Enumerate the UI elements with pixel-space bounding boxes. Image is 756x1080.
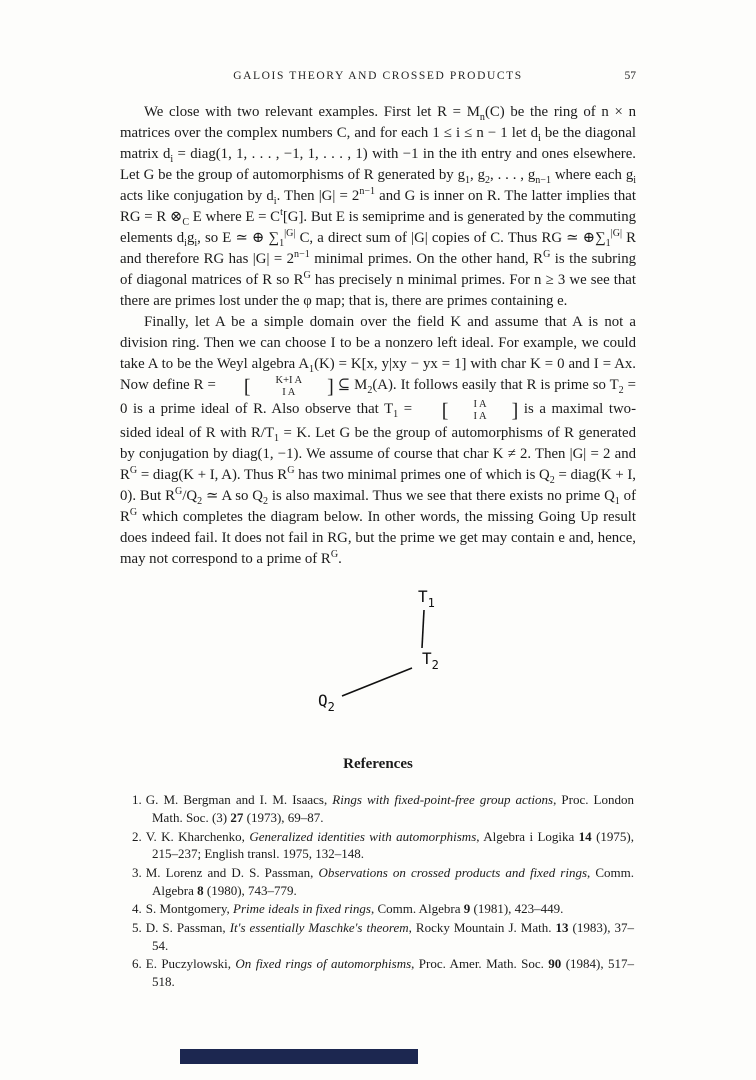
diagram-node-t2: $T_2$ [422, 649, 439, 673]
reference-number: 4. [132, 901, 142, 917]
reference-item: 1. G. M. Bergman and I. M. Isaacs, Rings with fixed-point-free group actions, Proc. London Math. Soc. (3) 27 (1973), 69–87. [132, 792, 634, 825]
paragraph: We close with two relevant examples. First let $R = M_n(C)$ be the ring of n × n matrices over the complex numbers C, and for each 1 ≤ i ≤ n − 1 let $d_i$ be the diagonal matrix $d_i$ = diag(1, 1, . . . , −1, 1, . . . , 1) with −1 in the ith entry and ones elsewhere. Let G be the group of automorphisms of R generated by $g_1$, $g_2$, . . . , $g_{n-1}$ where each $g_i$ acts like conjugation by $d_i$. Then $|G| = 2^{n-1}$ and G is inner on R. The latter implies that RG = R $\otimes_C$ E where $E = C^t[G]$. But E is semiprime and is generated by the commuting elements $d_ig_i$, so E ≃ ⊕ $\sum_1^{|G|}$ C, a direct sum of |G| copies of C. Thus RG ≃ $\oplus\sum_1^{|G|}$ R and therefore RG has $|G| = 2^{n-1}$ minimal primes. On the other hand, $R^G$ is the subring of diagonal matrices of R so $R^G$ has precisely n minimal primes. For n ≥ 3 we see that there are primes lost under the φ map; that is, there are primes containing e. [120, 104, 637, 309]
diagram [300, 586, 500, 726]
reference-number: 1. [132, 792, 142, 808]
reference-number: 6. [132, 956, 142, 972]
reference-item: 2. V. K. Kharchenko, Generalized identities with automorphisms, Algebra i Logika 14 (1975), 215–237; English transl. 1975, 132–148. [132, 828, 634, 862]
reference-item: 6. E. Puczylowski, On fixed rings of automorphisms, Proc. Amer. Math. Soc. 90 (1984), 517–518. [132, 956, 634, 989]
page-number: 57 [624, 70, 636, 82]
diagram-node-t1: $T_1$ [418, 587, 435, 611]
reference-number: 2. [132, 828, 142, 844]
references-list [132, 791, 634, 990]
diagram-edge-t2-q2 [342, 668, 412, 696]
references-heading: References [343, 756, 413, 773]
paragraph: Finally, let A be a simple domain over the field K and assume that A is not a division ring. Then we can choose I to be a nonzero left ideal. For example, we could take A to be the Weyl algebra $A_1(K) = K[x$, y|xy − yx = 1] with char K = 0 and I = Ax. Now define R = [ K+I A I A ] ⊆ $M_2(A)$. It follows easily that R is prime so $T_2 = 0$ is a prime ideal of R. Also observe that $T_1$ = [ I A I A ] is a maximal two-sided ideal of R with $R/T_1 = K$. Let G be the group of automorphisms of R generated by conjugation by diag(1, −1). We assume of course that char K ≠ 2. Then |G| = 2 and $R^G$ = diag(K + I, A). Thus $R^G$ has two minimal primes one of which is $Q_2$ = diag(K + I, 0). But $R^G/Q_2$ ≃ A so $Q_2$ is also maximal. Thus we see that there exists no prime $Q_1$ of $R^G$ which completes the diagram below. In other words, the missing Going Up result does indeed fail. It does not fail in RG, but the prime we get may contain e and, hence, may not correspond to a prime of $R^G$. [120, 314, 637, 568]
reference-item: 4. S. Montgomery, Prime ideals in fixed rings, Comm. Algebra 9 (1981), 423–449. [132, 901, 564, 917]
body-paragraphs [120, 102, 636, 570]
diagram-node-q2: $Q_2$ [318, 691, 335, 715]
running-head [120, 70, 636, 82]
reference-item: 5. D. S. Passman, It's essentially Maschke's theorem, Rocky Mountain J. Math. 13 (1983), 37–54. [132, 919, 634, 953]
diagram-edge-t1-t2 [422, 610, 424, 648]
reference-number: 3. [132, 864, 142, 880]
running-head-title: GALOIS THEORY AND CROSSED PRODUCTS [233, 70, 523, 82]
scan-artifact-bar [180, 1049, 418, 1064]
prime-diagram-svg [300, 586, 500, 726]
reference-number: 5. [132, 919, 142, 935]
reference-item: 3. M. Lorenz and D. S. Passman, Observations on crossed products and fixed rings, Comm. Algebra 8 (1980), 743–779. [132, 864, 635, 898]
